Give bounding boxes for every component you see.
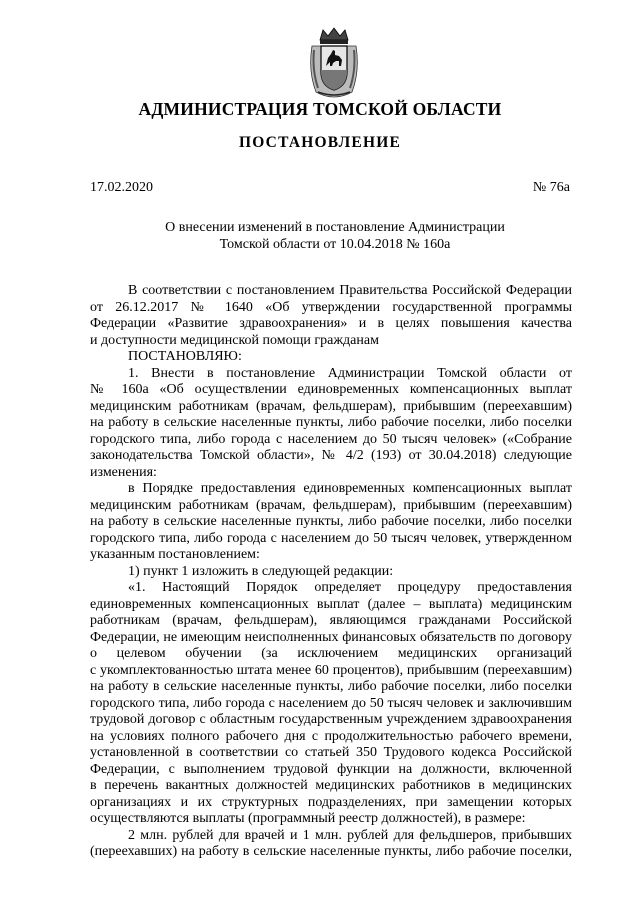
document-type: ПОСТАНОВЛЕНИЕ bbox=[238, 134, 402, 151]
body-line: 1) пункт 1 изложить в следующей редакции: bbox=[128, 563, 394, 579]
subject-line: Томской области от 10.04.2018 № 160а bbox=[219, 236, 451, 252]
body-line: 1. Внести в постановление Администрации Томской области от bbox=[128, 365, 572, 381]
body-line: осуществляются выплаты (программный реестр должностей), в размере: bbox=[90, 811, 526, 826]
body-line: городского типа, либо города с населением до 50 тысяч человек» («Собрание bbox=[90, 431, 572, 447]
body-line: в Порядке предоставления единовременных компенсационных выплат bbox=[128, 481, 572, 496]
body-line: с укомплектованностью штата менее 60 процентов), прибывшим (переехавшим) bbox=[90, 662, 572, 678]
coat-of-arms-icon bbox=[306, 26, 362, 102]
document-subject bbox=[160, 220, 510, 253]
body-line: медицинским работникам (врачам, фельдшерам), прибывшим (переехавшим) bbox=[90, 398, 572, 414]
body-line: Федерации «Развитие здравоохранения» и в целях повышения качества bbox=[90, 316, 572, 331]
subject-line: О внесении изменений в постановление Администрации bbox=[165, 220, 505, 235]
body-line: о целевом обучении (за исключением медицинских организаций bbox=[90, 646, 572, 661]
body-line: и доступности медицинской помощи гражданам bbox=[90, 332, 379, 348]
document-body bbox=[90, 283, 572, 861]
body-line: установленной в соответствии со статьей 350 Трудового кодекса Российской bbox=[90, 745, 572, 760]
body-line: организациях и их структурных подразделениях, при замещении которых bbox=[90, 794, 572, 810]
body-line: (переехавших) на работу в сельские населенные пункты, либо рабочие поселки, bbox=[90, 844, 572, 859]
body-line: на работу в сельские населенные пункты, либо рабочие поселки, либо поселки bbox=[90, 679, 572, 694]
body-line: указанным постановлением: bbox=[90, 547, 260, 562]
body-line: в перечень вакантных должностей медицинских работников в медицинских bbox=[90, 778, 572, 793]
body-line: Федерации, с выполнением трудовой функции на должности, включенной bbox=[90, 761, 572, 777]
body-line: законодательства Томской области», № 4/2 (193) от 30.04.2018) следующие bbox=[90, 448, 572, 463]
body-line: городского типа, либо города с населением до 50 тысяч человек, утвержденном bbox=[90, 530, 572, 546]
body-line: на работу в сельские населенные пункты, либо рабочие поселки, либо поселки bbox=[90, 415, 572, 430]
body-line: работникам (врачам, фельдшерам), являющимся гражданами Российской bbox=[90, 613, 572, 628]
organization-name: АДМИНИСТРАЦИЯ ТОМСКОЙ ОБЛАСТИ bbox=[138, 99, 502, 119]
body-line: от 26.12.2017 № 1640 «Об утверждении государственной программы bbox=[90, 299, 572, 315]
body-line: изменения: bbox=[90, 464, 157, 480]
body-line: трудовой договор с областным государственным учреждением здравоохранения bbox=[90, 712, 572, 727]
body-line: городского типа, либо города с населением до 50 тысяч человек и заключившим bbox=[90, 695, 572, 711]
body-line: на работу в сельские населенные пункты, либо рабочие поселки, либо поселки bbox=[90, 514, 572, 529]
body-line: Федерации, не имеющим неисполненных финансовых обязательств по договору bbox=[90, 629, 572, 645]
body-line: «1. Настоящий Порядок определяет процедуру предоставления bbox=[128, 580, 572, 595]
body-line: ПОСТАНОВЛЯЮ: bbox=[128, 349, 242, 364]
body-line: № 160а «Об осуществлении единовременных компенсационных выплат bbox=[90, 382, 572, 397]
body-line: медицинским работникам (врачам, фельдшерам), прибывшим (переехавшим) bbox=[90, 497, 572, 513]
body-line: на условиях полного рабочего дня с продолжительностью рабочего времени, bbox=[90, 728, 572, 744]
document-number: № 76а bbox=[532, 180, 570, 195]
body-line: единовременных компенсационных выплат (далее – выплата) медицинским bbox=[90, 596, 572, 612]
body-line: 2 млн. рублей для врачей и 1 млн. рублей для фельдшеров, прибывших bbox=[128, 827, 572, 843]
document-date: 17.02.2020 bbox=[90, 180, 153, 195]
body-line: В соответствии с постановлением Правительства Российской Федерации bbox=[128, 283, 572, 298]
